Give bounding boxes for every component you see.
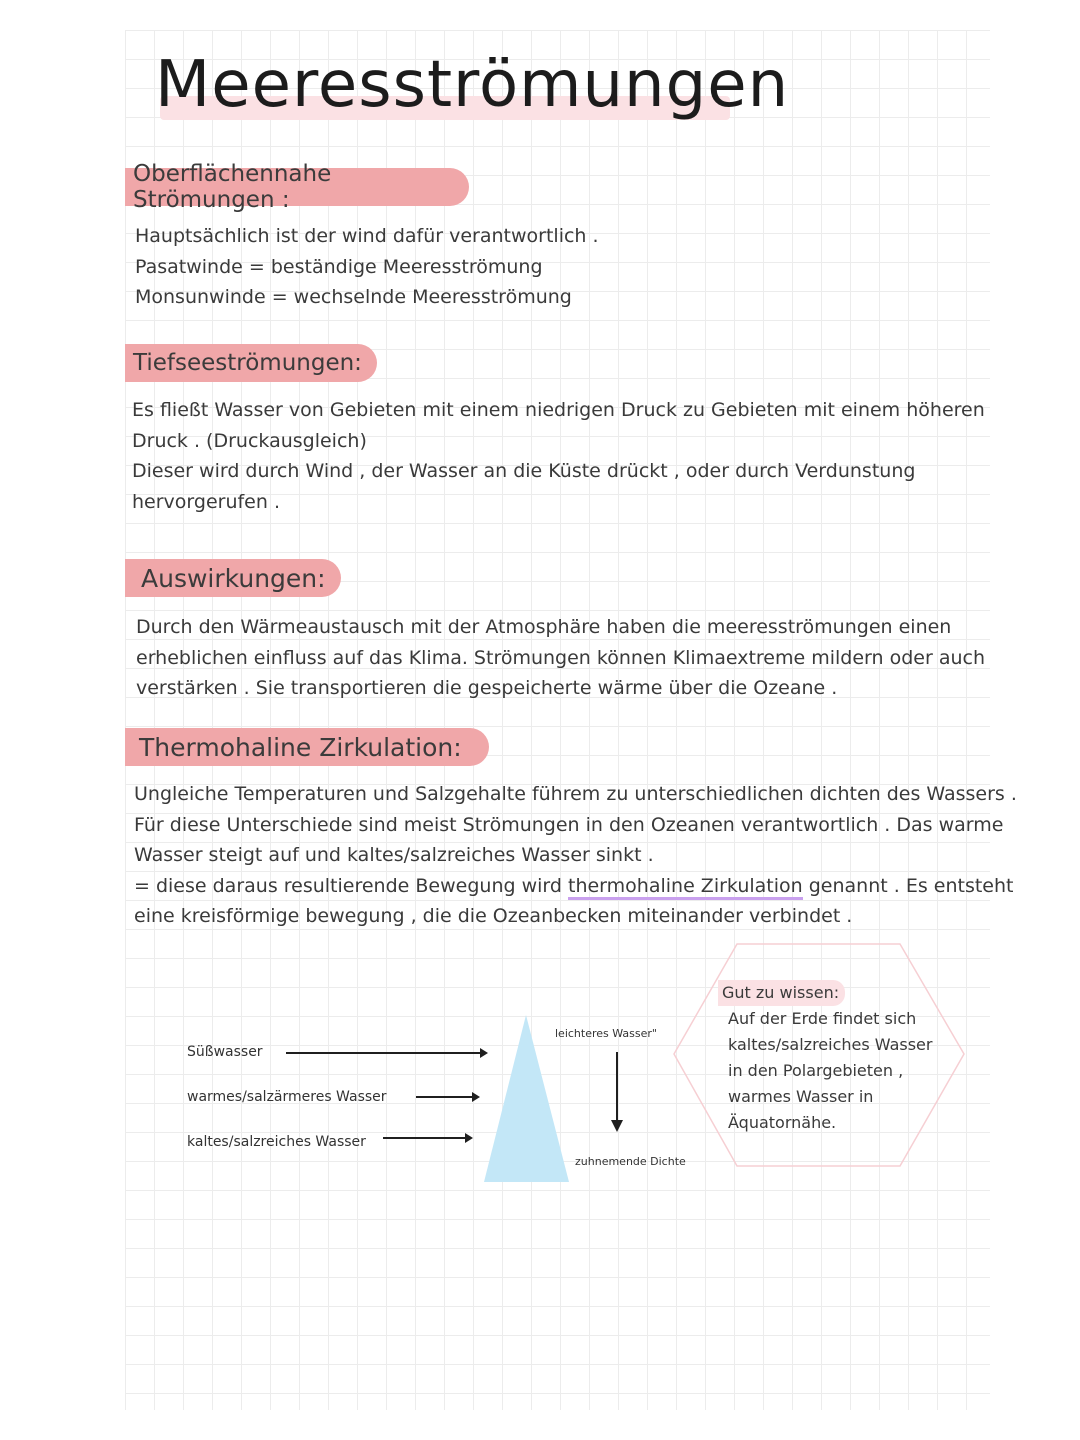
section-heading-effects: Auswirkungen: [125, 559, 341, 597]
text-line: hervorgerufen . [132, 490, 280, 513]
label-cold-water: kaltes/salzreiches Wasser [187, 1134, 366, 1150]
label-warm-water: warmes/salzärmeres Wasser [187, 1089, 387, 1105]
section-body-thermohaline [134, 779, 1017, 932]
text-line: Durch den Wärmeaustausch mit der Atmosphäre haben die meeresströmungen einen [136, 616, 952, 638]
highlighted-term: thermohaline Zirkulation [568, 875, 803, 900]
text-line: Hauptsächlich ist der wind dafür verantwortlich . [135, 225, 599, 247]
section-body-surface-currents [135, 221, 599, 313]
down-arrow-icon [608, 1050, 626, 1135]
section-body-deep-sea-currents [132, 395, 985, 517]
arrow-freshwater [286, 1052, 486, 1054]
arrow-warm-water [416, 1096, 478, 1098]
label-increasing-density: zuhnemende Dichte [575, 1155, 686, 1168]
info-line: in den Polargebieten , [728, 1061, 904, 1080]
text-fragment: genannt . Es entsteht [802, 874, 1014, 897]
info-line: kaltes/salzreiches Wasser [728, 1035, 933, 1054]
info-line: warmes Wasser in [728, 1087, 874, 1106]
text-line: eine kreisförmige bewegung , die die Ozeanbecken miteinander verbindet . [134, 905, 853, 927]
text-line: Es fließt Wasser von Gebieten mit einem niedrigen Druck zu Gebieten mit einem höheren [132, 399, 985, 421]
text-line: Dieser wird durch Wind , der Wasser an die Küste drückt , oder durch Verdunstung [132, 460, 916, 482]
text-line: Wasser steigt auf und kaltes/salzreiches Wasser sinkt . [134, 844, 654, 866]
text-line: Pasatwinde = beständige Meeresströmung [135, 255, 543, 278]
text-fragment: = diese daraus resultierende Bewegung wird [134, 874, 568, 897]
label-freshwater: Süßwasser [187, 1044, 263, 1060]
info-line: Auf der Erde findet sich [728, 1009, 917, 1028]
info-line: Äquatornähe. [728, 1113, 837, 1132]
arrow-cold-water [383, 1137, 471, 1139]
info-heading: Gut zu wissen: [718, 980, 845, 1006]
good-to-know-box [718, 980, 968, 1136]
text-line: Druck . (Druckausgleich) [132, 429, 367, 452]
text-line: Monsunwinde = wechselnde Meeresströmung [135, 286, 572, 308]
text-line [134, 871, 1017, 902]
text-line: Für diese Unterschiede sind meist Strömungen in den Ozeanen verantwortlich . Das warme [134, 813, 1004, 836]
section-body-effects [136, 612, 985, 704]
text-line: erheblichen einfluss auf das Klima. Strömungen können Klimaextreme mildern oder auch [136, 646, 986, 669]
section-heading-thermohaline: Thermohaline Zirkulation: [125, 728, 489, 766]
page-title: Meeresströmungen [155, 48, 790, 122]
section-heading-surface-currents: Oberflächennahe Strömungen : [125, 168, 469, 206]
text-line: Ungleiche Temperaturen und Salzgehalte führem zu unterschiedlichen dichten des Wassers . [134, 783, 1017, 805]
text-line: verstärken . Sie transportieren die gespeicherte wärme über die Ozeane . [136, 677, 838, 699]
label-lighter-water: leichteres Wasser" [555, 1027, 657, 1040]
section-heading-deep-sea-currents: Tiefseeströmungen: [125, 344, 377, 382]
